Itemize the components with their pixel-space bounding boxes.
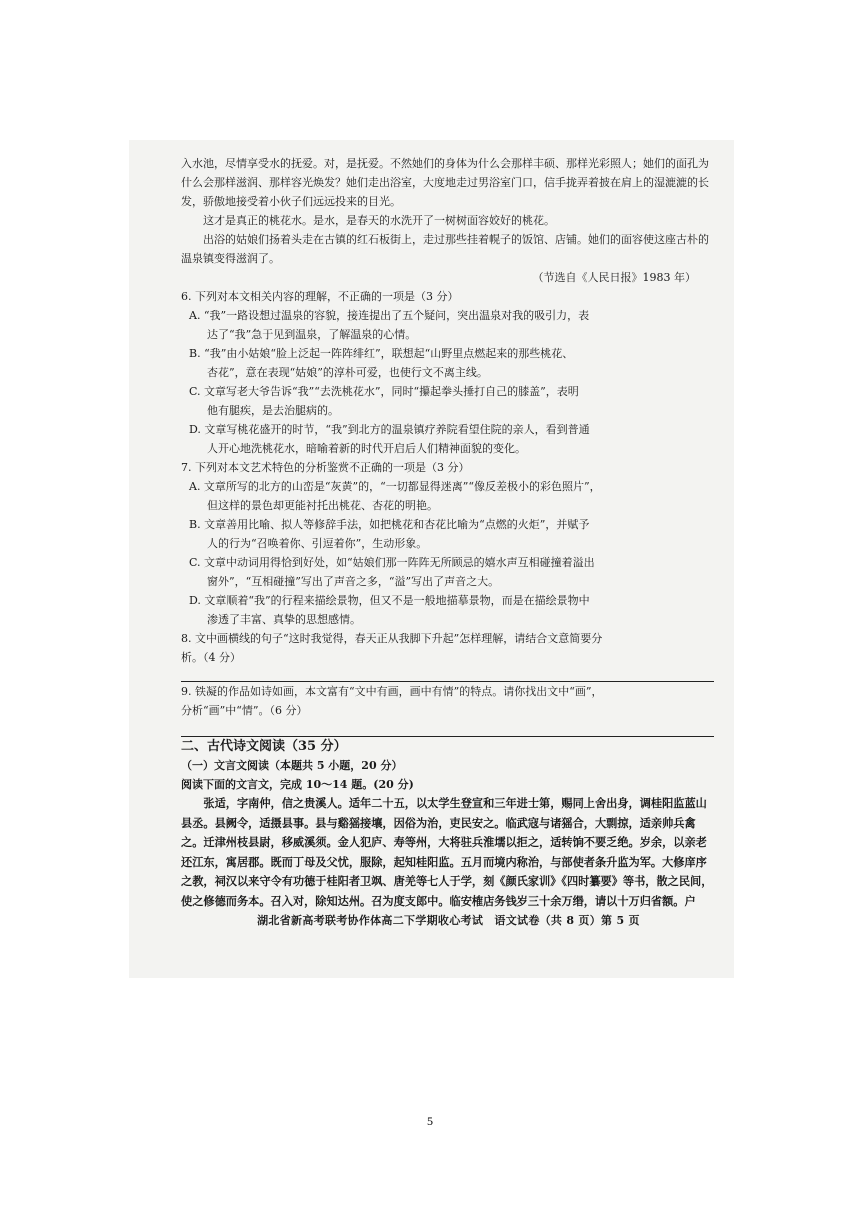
classical-chinese-passage: 张适，字南仲，信之贵溪人。适年二十五，以太学生登宣和三年进士第，赐同上舍出身，调桂阳监蓝山县丞。县阙令，适摄县事。县与谿猺接壤，因俗为治，吏民安之。临武寇与诸猺合，大剽掠，适亲帅兵禽之。迁津州枝县尉，移威溪须。金人犯庐、寿等州，大将驻兵淮壖以拒之，适转饷不要乏绝。岁余，以亲老还江东，寓居郡。既而丁母及父忧，服除，起知桂阳监。五月而境内称治，与部使者条升监为军。大修庠序之教，祠汉以来守令有功德于桂阳者卫飒、唐羌等七人于学，刻《颜氏家训》《四时纂要》等书，散之民间，使之修德而务本。召入对，除知达州。召为度支郎中。临安榷店务钱岁三十余万缗，请以十万归省额。户 xyxy=(181,796,713,908)
option-line: A. “我”一路设想过温泉的容貌，接连提出了五个疑问，突出温泉对我的吸引力，表 xyxy=(189,309,590,322)
option-line: 渗透了丰富、真挚的思想感情。 xyxy=(207,613,361,626)
question-7 xyxy=(181,458,716,629)
question-8-line-1: 8. 文中画横线的句子“这时我觉得，春天正从我脚下升起”怎样理解，请结合文意简要分 xyxy=(181,632,603,645)
passage-source: （节选自《人民日报》1983 年） xyxy=(532,271,696,284)
passage-paragraph-1: 入水池，尽情享受水的抚爱。对，是抚爱。不然她们的身体为什么会那样丰硕、那样光彩照人；她们的面孔为什么会那样滋润、那样容光焕发？她们走出浴室，大度地走过男浴室门口，信手拢弄着披在肩上的湿漉漉的长发，骄傲地接受着小伙子们远远投来的目光。 xyxy=(181,157,709,208)
question-7-option-a xyxy=(181,477,716,515)
option-line: C. 文章中动词用得恰到好处，如“姑娘们那一阵阵无所顾忌的嬉水声互相碰撞着溢出 xyxy=(189,556,595,569)
section-title: 二、古代诗文阅读（35 分） xyxy=(181,739,347,754)
option-line: B. “我”由小姑娘“脸上泛起一阵阵绯红”，联想起“山野里点燃起来的那些桃花、 xyxy=(189,347,574,360)
question-9 xyxy=(181,682,716,720)
question-6-option-b xyxy=(181,344,716,382)
option-line: B. 文章善用比喻、拟人等修辞手法，如把桃花和杏花比喻为“点燃的火炬”，并赋予 xyxy=(189,518,590,531)
question-8 xyxy=(181,629,716,667)
option-line: 杏花”，意在表现“姑娘”的淳朴可爱，也使行文不离主线。 xyxy=(207,366,488,379)
option-line: 人的行为“召唤着你、引逗着你”，生动形象。 xyxy=(207,537,428,550)
option-line: D. 文章写桃花盛开的时节，“我”到北方的温泉镇疗养院看望住院的亲人，看到普通 xyxy=(189,423,590,436)
reading-instruction: 阅读下面的文言文，完成 10～14 题。(20 分) xyxy=(181,778,414,791)
option-line: 窗外”，“互相碰撞”写出了声音之多，“溢”写出了声音之大。 xyxy=(207,575,500,588)
passage-paragraph-3: 出浴的姑娘们扬着头走在古镇的红石板街上，走过那些挂着幌子的饭馆、店铺。她们的面容使这座古朴的温泉镇变得滋润了。 xyxy=(181,233,709,265)
question-7-option-b xyxy=(181,515,716,553)
option-line: D. 文章顺着“我”的行程来描绘景物，但又不是一般地描摹景物，而是在描绘景物中 xyxy=(189,594,590,607)
question-6-option-c xyxy=(181,382,716,420)
answer-rule xyxy=(181,720,714,737)
page-footer: 湖北省新高考联考协作体高二下学期收心考试 语文试卷（共 8 页）第 5 页 xyxy=(257,914,640,927)
question-8-line-2: 析。（4 分） xyxy=(181,651,241,664)
question-7-stem: 7. 下列对本文艺术特色的分析鉴赏不正确的一项是（3 分） xyxy=(181,461,470,474)
scanned-exam-page xyxy=(129,140,734,978)
question-6-option-a xyxy=(181,306,716,344)
option-line: 达了“我”急于见到温泉，了解温泉的心情。 xyxy=(207,328,417,341)
question-6-stem: 6. 下列对本文相关内容的理解，不正确的一项是（3 分） xyxy=(181,290,459,303)
question-7-option-c xyxy=(181,553,716,591)
option-line: 人开心地洗桃花水，暗喻着新的时代开启后人们精神面貌的变化。 xyxy=(207,442,526,455)
option-line: A. 文章所写的北方的山峦是“灰黄”的，“一切都显得迷离”“像反差极小的彩色照片”， xyxy=(189,480,601,493)
question-7-option-d xyxy=(181,591,716,629)
question-6-option-d xyxy=(181,420,716,458)
option-line: C. 文章写老大爷告诉“我”“去洗桃花水”，同时“攥起拳头捶打自己的膝盖”，表明 xyxy=(189,385,579,398)
answer-rule xyxy=(181,667,714,682)
question-6 xyxy=(181,287,716,458)
subsection-title: （一）文言文阅读（本题共 5 小题，20 分） xyxy=(181,759,403,772)
option-line: 但这样的景色却更能衬托出桃花、杏花的明艳。 xyxy=(207,499,438,512)
passage-paragraph-2: 这才是真正的桃花水。是水，是春天的水洗开了一树树面容姣好的桃花。 xyxy=(203,214,555,227)
question-9-line-1: 9. 铁凝的作品如诗如画，本文富有“文中有画，画中有情”的特点。请你找出文中“画”， xyxy=(181,685,603,698)
page-number: 5 xyxy=(427,1114,433,1128)
option-line: 他有腿疾，是去治腿病的。 xyxy=(207,404,339,417)
question-9-line-2: 分析“画”中“情”。（6 分） xyxy=(181,704,308,717)
